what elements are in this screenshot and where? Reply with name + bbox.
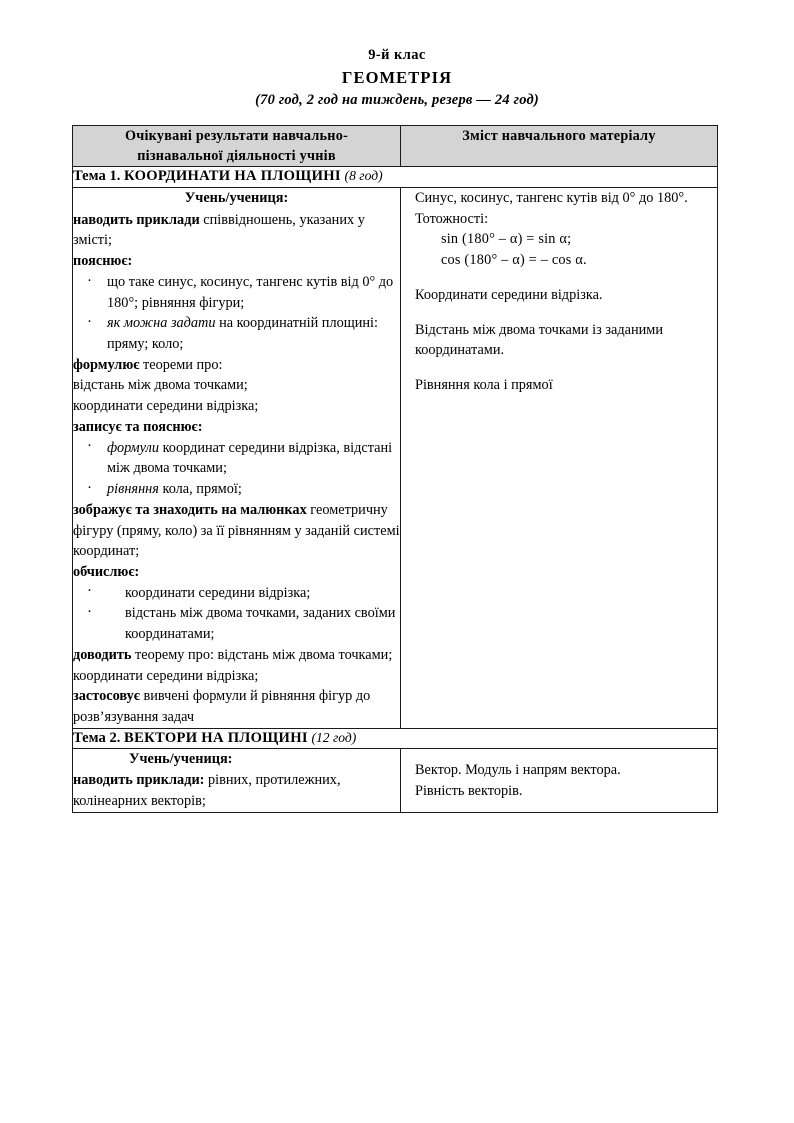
topic-2-name: ВЕКТОРИ НА ПЛОЩИНІ	[124, 729, 308, 746]
spacer	[415, 271, 707, 285]
column-header-content: Зміст навчального матеріалу	[401, 126, 718, 167]
list-item	[73, 313, 400, 354]
learner-lead-1: Учень/учениця:	[184, 190, 289, 207]
list-item	[73, 438, 400, 479]
bullet-text-2-rest: на координатній площині: пряму; коло;	[107, 315, 378, 353]
topic-2-title	[73, 728, 718, 749]
bullet-text-2-italic: як можна задати	[107, 315, 216, 332]
outcome-line-10	[73, 686, 400, 727]
document-heading	[72, 46, 722, 110]
outcome-line-8: обчислює:	[73, 563, 140, 580]
topic-1-title	[73, 167, 718, 188]
topic-row-2	[73, 728, 718, 749]
content-line-3: Координати середини відрізка.	[415, 286, 603, 303]
outcome-list-explains	[73, 272, 400, 355]
subject-title: ГЕОМЕТРІЯ	[341, 68, 453, 88]
outcome-line-4: відстань між двома точками;	[73, 377, 248, 394]
bullet-text-6: відстань між двома точками, заданих своїми координатами;	[125, 605, 396, 643]
topic-2-content-row	[73, 749, 718, 812]
topic-2-hours: (12 год)	[311, 729, 357, 745]
outcome-7-rest: геометричну фігуру (пряму, коло) за її рівнянням у заданій системі координат;	[73, 501, 400, 560]
outcome-2-line-1	[73, 770, 400, 811]
outcome-line-2: пояснює:	[73, 253, 133, 270]
column-header-outcomes: Очікувані результати навчально-пізнавальної діяльності учнів	[73, 126, 401, 167]
spacer	[415, 749, 707, 760]
bullet-text-4-rest: кола, прямої;	[158, 481, 242, 498]
learner-lead-2: Учень/учениця:	[129, 751, 233, 768]
bullet-text-5: координати середини відрізка;	[125, 584, 311, 601]
spacer	[415, 361, 707, 375]
outcome-list-calculates	[73, 583, 400, 645]
content-line-1: Синус, косинус, тангенс кутів від 0° до 180°.	[415, 190, 688, 207]
outcome-1-rest: співвідношень, указаних у змісті;	[73, 211, 365, 249]
bullet-text-3-italic: формули	[107, 439, 160, 456]
list-item	[73, 272, 400, 313]
hours-line: (70 год, 2 год на тиждень, резерв — 24 год)	[255, 91, 539, 108]
outcome-10-rest: вивчені формули й рівняння фігур до розв’язування задач	[73, 688, 371, 725]
topic-2-outcomes-cell	[73, 749, 401, 812]
outcome-line-5: координати середини відрізка;	[73, 398, 259, 415]
outcome-2-1-rest: рівних, протилежних, колінеарних векторів;	[73, 772, 341, 809]
topic-1-content-cell	[401, 188, 718, 729]
outcome-3-rest: теореми про:	[139, 356, 223, 373]
list-item	[73, 583, 400, 604]
topic-1-hours: (8 год)	[344, 168, 383, 184]
outcome-line-1	[73, 210, 400, 251]
outcome-2-1-bold: наводить приклади:	[73, 772, 205, 789]
formula-sin: sin (180° – α) = sin α;	[441, 231, 572, 248]
bullet-text-4-italic: рівняння	[107, 481, 159, 498]
outcome-list-writes	[73, 438, 400, 500]
content-2-line-2: Рівність векторів.	[415, 783, 523, 800]
content-line-4: Відстань між двома точками із заданими координатами.	[415, 321, 663, 359]
table-header-row	[73, 126, 718, 167]
topic-1-content-row	[73, 188, 718, 729]
outcome-line-6: записує та пояснює:	[73, 418, 203, 435]
outcome-line-7	[73, 500, 400, 562]
list-item	[73, 603, 400, 644]
outcome-7-bold: зображує та знаходить на малюнках	[73, 501, 307, 518]
grade-line: 9-й клас	[368, 47, 426, 63]
curriculum-table	[72, 125, 718, 813]
content-2-line-1: Вектор. Модуль і напрям вектора.	[415, 762, 621, 779]
bullet-text-1: що таке синус, косинус, тангенс кутів від 0° до 180°; рівняння фігури;	[107, 273, 394, 311]
content-line-2: Тотожності:	[415, 210, 489, 227]
topic-2-content-cell	[401, 749, 718, 812]
list-item	[73, 479, 400, 500]
outcome-9-rest: теорему про: відстань між двома точками; координати середини відрізка;	[73, 646, 393, 684]
outcome-line-9	[73, 645, 400, 686]
spacer	[415, 306, 707, 320]
topic-2-label: Тема 2.	[73, 729, 121, 746]
outcome-9-bold: доводить	[73, 646, 132, 663]
outcome-10-bold: застосовує	[73, 688, 140, 705]
content-line-5: Рівняння кола і прямої	[415, 377, 553, 394]
bullet-text-3-rest: координат середини відрізка, відстані між двома точками;	[107, 439, 393, 477]
topic-1-name: КООРДИНАТИ НА ПЛОЩИНІ	[124, 168, 341, 185]
outcome-1-bold: наводить приклади	[73, 211, 200, 228]
topic-1-label: Тема 1.	[73, 168, 121, 185]
outcome-3-bold: формулює	[73, 356, 140, 373]
topic-row-1	[73, 167, 718, 188]
topic-1-outcomes-cell	[73, 188, 401, 729]
outcome-line-3	[73, 355, 400, 376]
formula-cos: cos (180° – α) = – cos α.	[441, 252, 587, 269]
